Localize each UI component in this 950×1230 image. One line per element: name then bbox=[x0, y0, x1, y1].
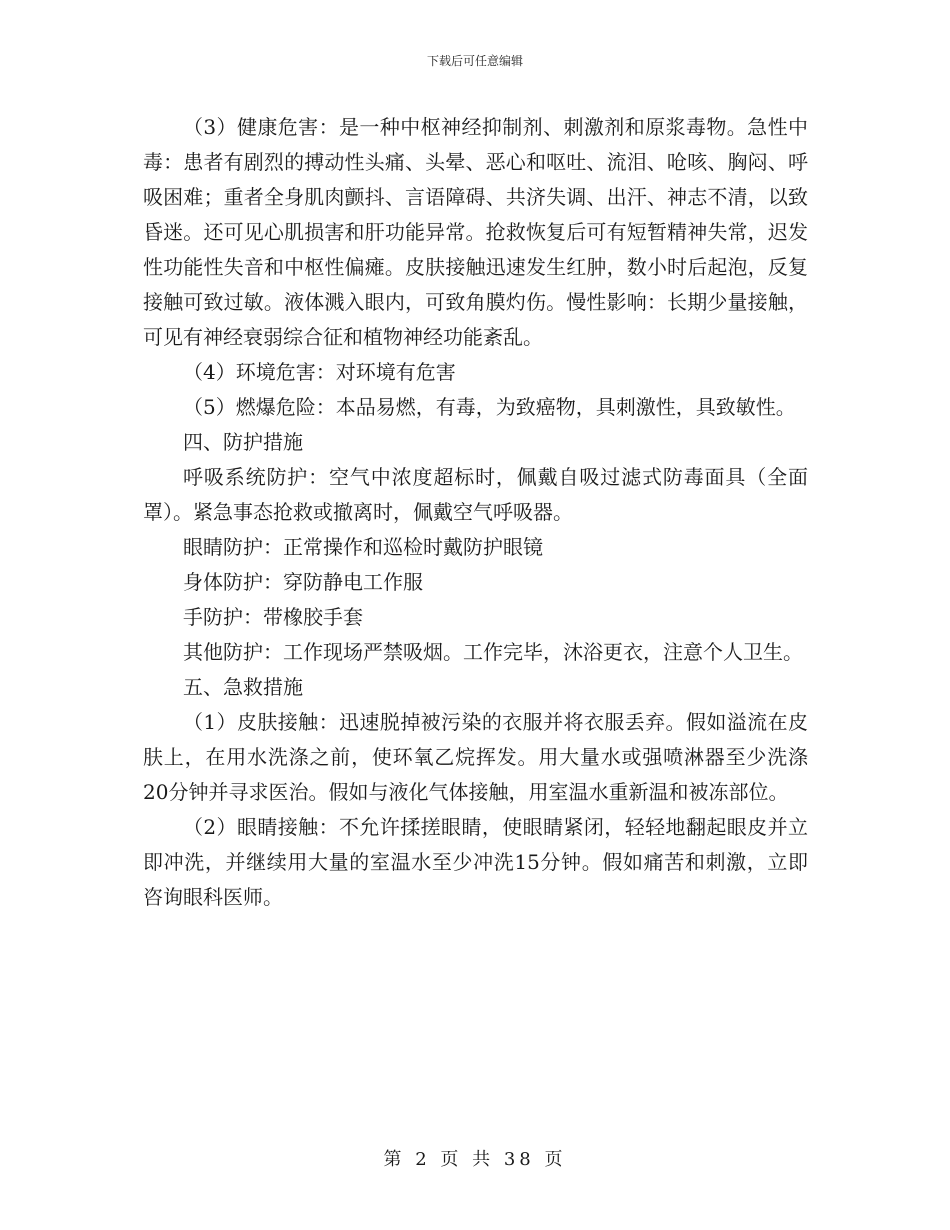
page-number: 第 2 页 共 38 页 bbox=[383, 1149, 567, 1170]
section-heading-protection: 四、防护措施 bbox=[183, 430, 303, 454]
paragraph-eye-protection: 眼睛防护：正常操作和巡检时戴防护眼镜 bbox=[183, 535, 543, 559]
paragraph-health-hazard: （3）健康危害：是一种中枢神经抑制剂、刺激剂和原浆毒物。急性中毒：患者有剧烈的搏动性头痛、头晕、恶心和呕吐、流泪、呛咳、胸闷、呼吸困难；重者全身肌肉颤抖、言语障碍、共济失调、出汗、神志不清，以致昏迷。还可见心肌损害和肝功能异常。抢救恢复后可有短暂精神失常，迟发性功能性失音和中枢性偏瘫。皮肤接触迅速发生红肿，数小时后起泡，反复接触可致过敏。液体溅入眼内，可致角膜灼伤。慢性影响：长期少量接触，可见有神经衰弱综合征和植物神经功能紊乱。 bbox=[143, 115, 808, 349]
paragraph-hand-protection: 手防护：带橡胶手套 bbox=[183, 605, 363, 629]
document-body bbox=[143, 110, 808, 915]
section-heading-first-aid: 五、急救措施 bbox=[183, 675, 303, 699]
paragraph-eye-contact: （2）眼睛接触：不允许揉搓眼睛，使眼睛紧闭，轻轻地翻起眼皮并立即冲洗，并继续用大量的室温水至少冲洗15分钟。假如痛苦和刺激，立即咨询眼科医师。 bbox=[143, 815, 808, 909]
paragraph-body-protection: 身体防护：穿防静电工作服 bbox=[183, 570, 423, 594]
paragraph-other-protection: 其他防护：工作现场严禁吸烟。工作完毕，沐浴更衣，注意个人卫生。 bbox=[183, 640, 803, 664]
page-header: 下载后可任意编辑 bbox=[426, 54, 523, 68]
paragraph-respiratory-protection: 呼吸系统防护：空气中浓度超标时，佩戴自吸过滤式防毒面具（全面罩）。紧急事态抢救或撤离时，佩戴空气呼吸器。 bbox=[143, 465, 808, 524]
paragraph-explosion-hazard: （5）燃爆危险：本品易燃，有毒，为致癌物，具刺激性，具致敏性。 bbox=[183, 395, 796, 419]
paragraph-environmental-hazard: （4）环境危害：对环境有危害 bbox=[183, 360, 456, 384]
paragraph-skin-contact: （1）皮肤接触：迅速脱掉被污染的衣服并将衣服丢弃。假如溢流在皮肤上，在用水洗涤之前，使环氧乙烷挥发。用大量水或强喷淋器至少洗涤20分钟并寻求医治。假如与液化气体接触，用室温水重新温和被冻部位。 bbox=[143, 710, 808, 804]
